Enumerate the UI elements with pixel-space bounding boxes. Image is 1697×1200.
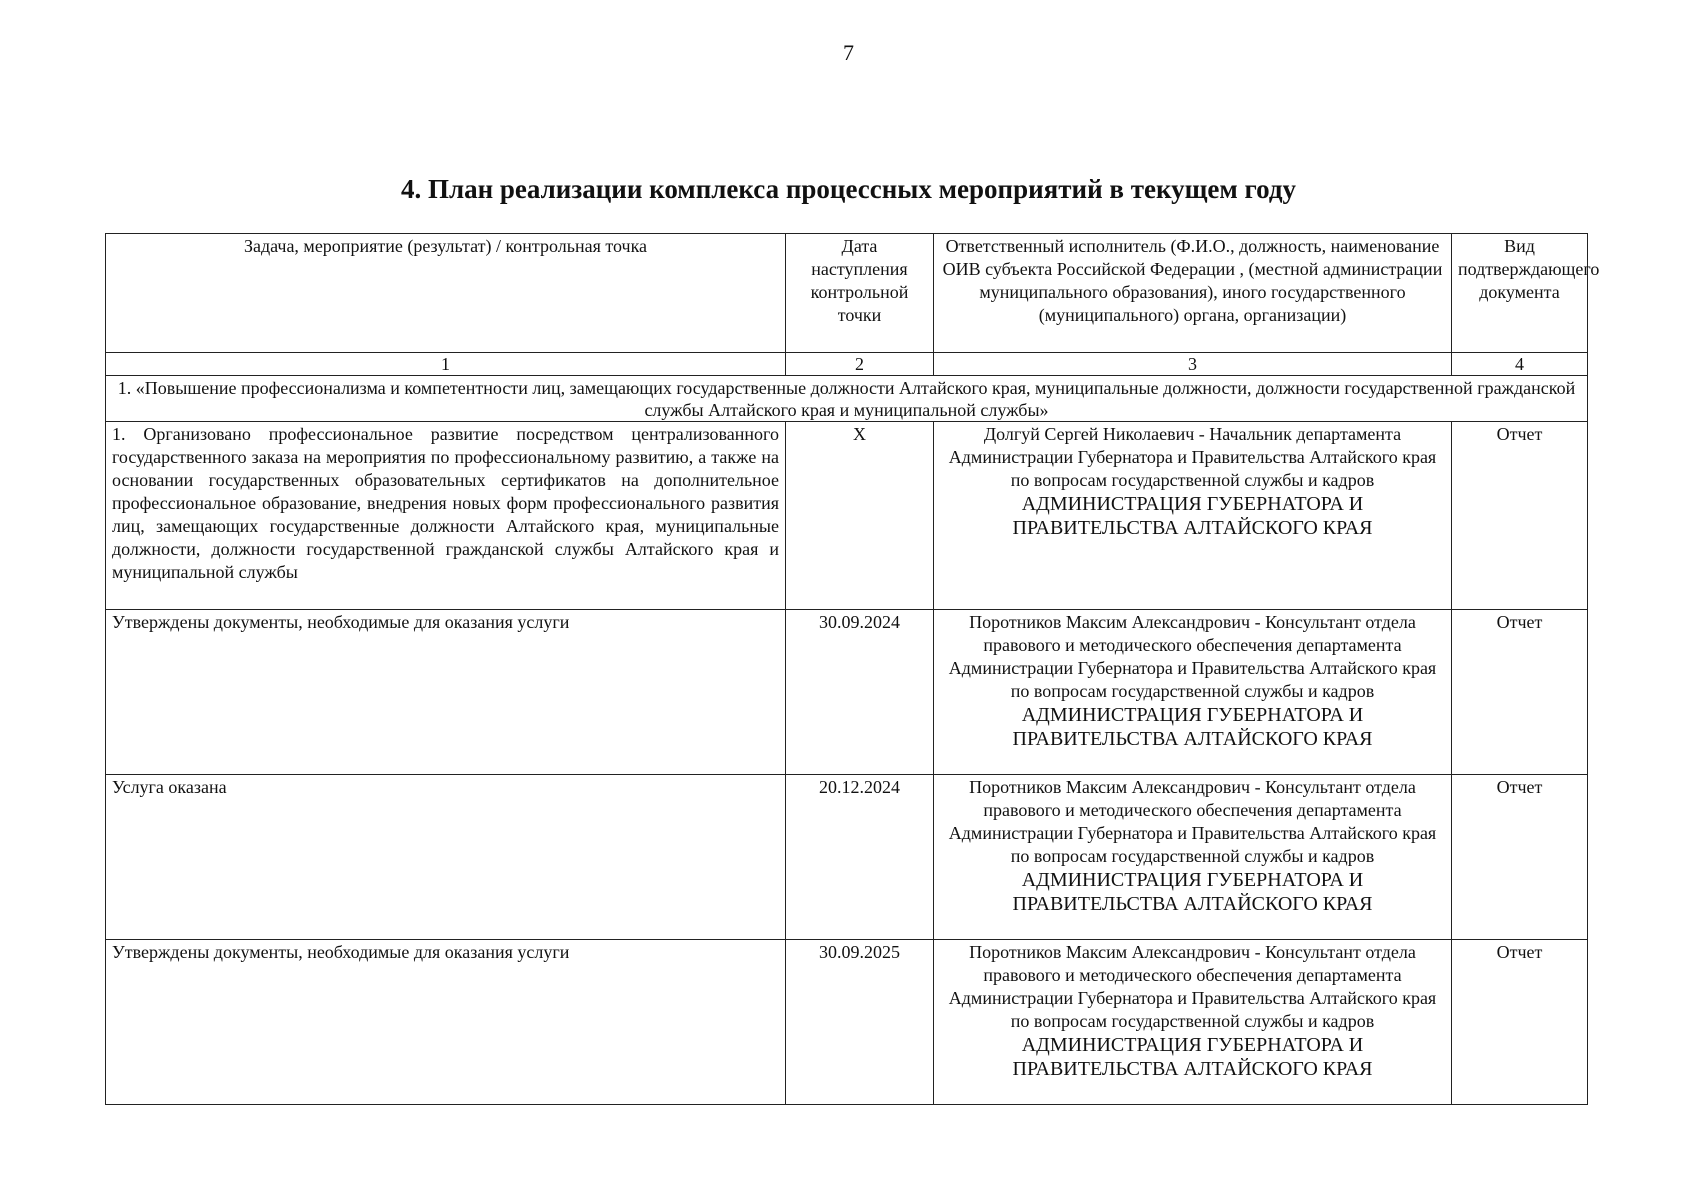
responsible-person: Поротников Максим Александрович - Консультант отдела правового и методического обеспечения департамента Администрации Губернатора и Правительства Алтайского края по вопросам государственной службы и кадров [948, 942, 1437, 1031]
document-cell: Отчет [1452, 775, 1588, 940]
table-row [106, 940, 1588, 1105]
responsible-cell [934, 610, 1452, 775]
document-title: 4. План реализации комплекса процессных мероприятий в текущем году [400, 174, 1297, 204]
header-responsible: Ответственный исполнитель (Ф.И.О., должность, наименование ОИВ субъекта Российской Федерации , (местной администрации муниципального образования), иного государственного (муниципального) органа, организации) [934, 234, 1452, 353]
responsible-cell [934, 940, 1452, 1105]
date-cell: 30.09.2025 [786, 940, 934, 1105]
responsible-organization: АДМИНИСТРАЦИЯ ГУБЕРНАТОРА И ПРАВИТЕЛЬСТВА АЛТАЙСКОГО КРАЯ [1012, 704, 1373, 750]
plan-table [105, 233, 1600, 1105]
header-date: Дата наступления контрольной точки [786, 234, 934, 353]
column-number: 3 [934, 353, 1452, 376]
task-cell: 1. Организовано профессиональное развитие посредством централизованного государственного заказа на мероприятия по профессиональному развитию, а также на основании государственных образовательных сертификатов на дополнительное профессиональное образование, внедрения новых форм профессионального развития лиц, замещающих государственные должности Алтайского края, муниципальные должности, должности государственной гражданской службы Алтайского края и муниципальной службы [106, 422, 786, 610]
date-cell: 20.12.2024 [786, 775, 934, 940]
responsible-organization: АДМИНИСТРАЦИЯ ГУБЕРНАТОРА И ПРАВИТЕЛЬСТВА АЛТАЙСКОГО КРАЯ [1012, 869, 1373, 915]
table-header-row [106, 234, 1588, 353]
task-cell: Утверждены документы, необходимые для оказания услуги [106, 940, 786, 1105]
responsible-cell [934, 775, 1452, 940]
document-cell: Отчет [1452, 940, 1588, 1105]
responsible-person: Поротников Максим Александрович - Консультант отдела правового и методического обеспечения департамента Администрации Губернатора и Правительства Алтайского края по вопросам государственной службы и кадров [948, 612, 1437, 701]
document-cell: Отчет [1452, 610, 1588, 775]
column-number: 4 [1452, 353, 1588, 376]
column-number-row [106, 353, 1588, 376]
task-cell: Услуга оказана [106, 775, 786, 940]
column-number: 1 [106, 353, 786, 376]
header-document-type: Вид подтверждающего документа [1452, 234, 1588, 353]
table-row [106, 422, 1588, 610]
responsible-person: Долгуй Сергей Николаевич - Начальник департамента Администрации Губернатора и Правительства Алтайского края по вопросам государственной службы и кадров [948, 424, 1437, 490]
date-cell: X [786, 422, 934, 610]
task-cell: Утверждены документы, необходимые для оказания услуги [106, 610, 786, 775]
section-row [106, 376, 1588, 422]
table-row [106, 775, 1588, 940]
page-number: 7 [843, 40, 854, 65]
section-title: 1. «Повышение профессионализма и компетентности лиц, замещающих государственные должности Алтайского края, муниципальные должности, должности государственной гражданской службы Алтайского края и муниципальной службы» [106, 376, 1588, 422]
document-cell: Отчет [1452, 422, 1588, 610]
header-task: Задача, мероприятие (результат) / контрольная точка [106, 234, 786, 353]
responsible-person: Поротников Максим Александрович - Консультант отдела правового и методического обеспечения департамента Администрации Губернатора и Правительства Алтайского края по вопросам государственной службы и кадров [948, 777, 1437, 866]
table-row [106, 610, 1588, 775]
responsible-organization: АДМИНИСТРАЦИЯ ГУБЕРНАТОРА И ПРАВИТЕЛЬСТВА АЛТАЙСКОГО КРАЯ [1012, 1034, 1373, 1080]
responsible-cell [934, 422, 1452, 610]
responsible-organization: АДМИНИСТРАЦИЯ ГУБЕРНАТОРА И ПРАВИТЕЛЬСТВА АЛТАЙСКОГО КРАЯ [1012, 493, 1373, 539]
column-number: 2 [786, 353, 934, 376]
date-cell: 30.09.2024 [786, 610, 934, 775]
